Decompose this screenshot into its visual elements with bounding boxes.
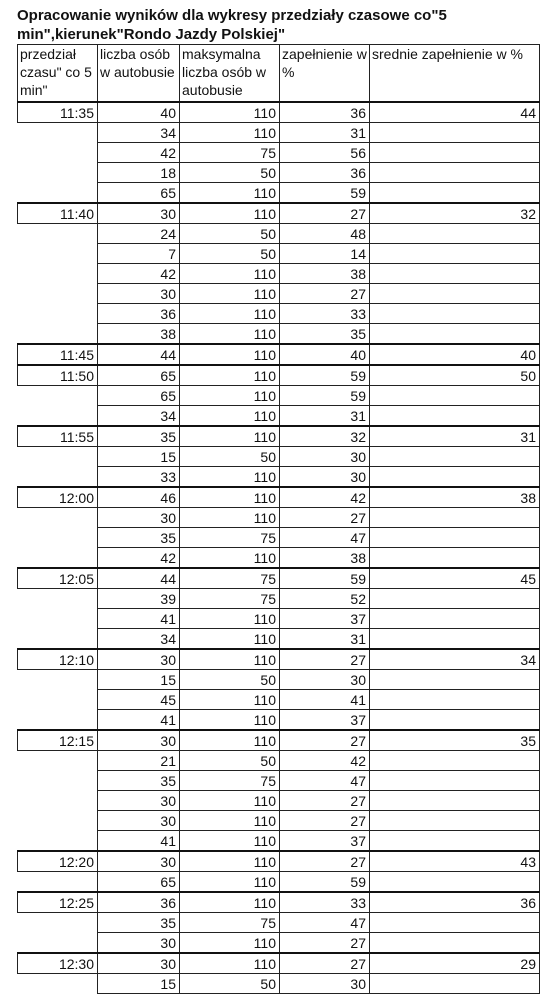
cell-persons: 30 [98,953,180,974]
cell-time-interval [18,284,98,304]
cell-avg-occupancy [370,528,540,548]
cell-persons: 34 [98,629,180,650]
cell-occupancy: 30 [280,670,370,690]
cell-avg-occupancy [370,224,540,244]
cell-persons: 35 [98,913,180,933]
cell-max-persons: 110 [180,851,280,872]
cell-time-interval [18,811,98,831]
cell-occupancy: 56 [280,143,370,163]
cell-occupancy: 33 [280,304,370,324]
cell-occupancy: 35 [280,324,370,345]
table-row [18,406,540,427]
header-max-persons: maksymalna liczba osób w autobusie [180,45,280,103]
cell-max-persons: 75 [180,568,280,589]
cell-time-interval [18,872,98,893]
cell-avg-occupancy [370,609,540,629]
cell-time-interval [18,933,98,954]
cell-time-interval: 12:25 [18,892,98,913]
cell-max-persons: 110 [180,548,280,569]
cell-avg-occupancy: 38 [370,487,540,508]
cell-time-interval [18,528,98,548]
cell-time-interval: 11:55 [18,426,98,447]
header-time-interval: przedział czasu" co 5 min" [18,45,98,103]
table-row [18,284,540,304]
cell-avg-occupancy [370,386,540,406]
cell-max-persons: 110 [180,791,280,811]
cell-avg-occupancy [370,548,540,569]
cell-persons: 30 [98,851,180,872]
cell-time-interval: 11:35 [18,102,98,123]
cell-occupancy: 27 [280,203,370,224]
cell-max-persons: 110 [180,690,280,710]
cell-time-interval: 11:40 [18,203,98,224]
table-row [18,143,540,163]
cell-max-persons: 110 [180,183,280,204]
cell-max-persons: 110 [180,953,280,974]
cell-time-interval [18,163,98,183]
document-title: Opracowanie wyników dla wykresy przedziały czasowe co"5 min",kierunek"Rondo Jazdy Polskiej" [17,7,447,43]
table-row [18,183,540,204]
cell-avg-occupancy [370,791,540,811]
cell-time-interval [18,609,98,629]
cell-max-persons: 110 [180,365,280,386]
cell-avg-occupancy [370,751,540,771]
cell-time-interval [18,831,98,852]
cell-max-persons: 50 [180,751,280,771]
cell-max-persons: 110 [180,102,280,123]
cell-max-persons: 110 [180,508,280,528]
cell-occupancy: 36 [280,163,370,183]
cell-max-persons: 110 [180,284,280,304]
table-row [18,892,540,913]
cell-avg-occupancy [370,629,540,650]
cell-time-interval [18,123,98,143]
cell-avg-occupancy: 45 [370,568,540,589]
cell-max-persons: 50 [180,244,280,264]
table-row [18,568,540,589]
cell-occupancy: 33 [280,892,370,913]
cell-time-interval [18,791,98,811]
cell-persons: 30 [98,508,180,528]
cell-persons: 30 [98,203,180,224]
cell-persons: 42 [98,264,180,284]
cell-time-interval: 12:00 [18,487,98,508]
cell-persons: 46 [98,487,180,508]
cell-max-persons: 50 [180,447,280,467]
cell-avg-occupancy [370,447,540,467]
cell-avg-occupancy: 29 [370,953,540,974]
cell-max-persons: 110 [180,406,280,427]
cell-persons: 35 [98,426,180,447]
table-row [18,123,540,143]
table-row [18,791,540,811]
table-row [18,751,540,771]
cell-max-persons: 50 [180,163,280,183]
table-row [18,609,540,629]
cell-max-persons: 110 [180,710,280,731]
cell-max-persons: 110 [180,811,280,831]
table-row [18,203,540,224]
cell-occupancy: 37 [280,710,370,731]
table-row [18,690,540,710]
cell-max-persons: 110 [180,649,280,670]
cell-persons: 42 [98,143,180,163]
cell-time-interval [18,447,98,467]
cell-occupancy: 40 [280,344,370,365]
table-row [18,528,540,548]
cell-persons: 30 [98,811,180,831]
cell-max-persons: 110 [180,123,280,143]
cell-occupancy: 27 [280,508,370,528]
cell-max-persons: 50 [180,670,280,690]
cell-avg-occupancy [370,143,540,163]
cell-max-persons: 75 [180,143,280,163]
cell-avg-occupancy [370,872,540,893]
cell-persons: 7 [98,244,180,264]
cell-avg-occupancy [370,508,540,528]
table-row [18,730,540,751]
cell-max-persons: 110 [180,872,280,893]
cell-occupancy: 48 [280,224,370,244]
cell-occupancy: 32 [280,426,370,447]
cell-max-persons: 110 [180,386,280,406]
table-row [18,629,540,650]
cell-max-persons: 110 [180,426,280,447]
table-row [18,264,540,284]
table-row [18,324,540,345]
cell-avg-occupancy [370,406,540,427]
table-row [18,771,540,791]
cell-avg-occupancy [370,771,540,791]
cell-persons: 36 [98,892,180,913]
cell-time-interval [18,913,98,933]
table-row [18,508,540,528]
table-row [18,467,540,488]
cell-max-persons: 75 [180,913,280,933]
cell-time-interval [18,406,98,427]
cell-avg-occupancy [370,467,540,488]
cell-avg-occupancy: 44 [370,102,540,123]
cell-max-persons: 110 [180,831,280,852]
cell-occupancy: 41 [280,690,370,710]
table-row [18,365,540,386]
table-row [18,102,540,123]
cell-max-persons: 110 [180,264,280,284]
cell-persons: 36 [98,304,180,324]
cell-persons: 35 [98,528,180,548]
cell-occupancy: 38 [280,548,370,569]
cell-time-interval [18,324,98,345]
cell-occupancy: 47 [280,771,370,791]
cell-persons: 41 [98,710,180,731]
cell-persons: 44 [98,344,180,365]
cell-persons: 39 [98,589,180,609]
cell-occupancy: 27 [280,953,370,974]
table-row [18,244,540,264]
table-row [18,710,540,731]
cell-avg-occupancy [370,913,540,933]
cell-persons: 65 [98,386,180,406]
cell-persons: 30 [98,791,180,811]
cell-persons: 15 [98,974,180,994]
cell-occupancy: 59 [280,386,370,406]
table-row [18,974,540,994]
cell-occupancy: 27 [280,730,370,751]
cell-max-persons: 110 [180,324,280,345]
cell-max-persons: 110 [180,344,280,365]
cell-avg-occupancy [370,264,540,284]
cell-max-persons: 110 [180,487,280,508]
cell-time-interval [18,670,98,690]
cell-time-interval [18,183,98,204]
cell-max-persons: 110 [180,203,280,224]
cell-avg-occupancy: 35 [370,730,540,751]
cell-avg-occupancy: 34 [370,649,540,670]
cell-avg-occupancy [370,284,540,304]
cell-occupancy: 31 [280,406,370,427]
cell-avg-occupancy [370,163,540,183]
cell-occupancy: 27 [280,851,370,872]
cell-persons: 34 [98,123,180,143]
cell-avg-occupancy: 31 [370,426,540,447]
table-row [18,163,540,183]
cell-occupancy: 30 [280,467,370,488]
cell-time-interval [18,264,98,284]
table-row [18,649,540,670]
cell-avg-occupancy [370,933,540,954]
cell-persons: 44 [98,568,180,589]
cell-persons: 30 [98,730,180,751]
cell-time-interval [18,974,98,994]
cell-occupancy: 37 [280,831,370,852]
table-row [18,589,540,609]
cell-avg-occupancy [370,690,540,710]
table-row [18,426,540,447]
cell-persons: 45 [98,690,180,710]
table-row [18,933,540,954]
cell-occupancy: 52 [280,589,370,609]
cell-max-persons: 110 [180,467,280,488]
cell-max-persons: 110 [180,629,280,650]
cell-persons: 65 [98,365,180,386]
cell-time-interval: 12:30 [18,953,98,974]
cell-avg-occupancy [370,324,540,345]
cell-time-interval [18,244,98,264]
cell-occupancy: 27 [280,284,370,304]
cell-time-interval [18,304,98,324]
cell-time-interval: 12:05 [18,568,98,589]
cell-occupancy: 27 [280,649,370,670]
cell-occupancy: 36 [280,102,370,123]
cell-time-interval: 12:10 [18,649,98,670]
cell-time-interval [18,508,98,528]
cell-max-persons: 50 [180,974,280,994]
table-row [18,811,540,831]
cell-persons: 15 [98,447,180,467]
cell-avg-occupancy [370,811,540,831]
cell-occupancy: 30 [280,974,370,994]
cell-avg-occupancy [370,589,540,609]
cell-avg-occupancy: 36 [370,892,540,913]
cell-persons: 18 [98,163,180,183]
cell-avg-occupancy: 32 [370,203,540,224]
cell-time-interval: 11:50 [18,365,98,386]
cell-time-interval: 12:20 [18,851,98,872]
cell-avg-occupancy: 43 [370,851,540,872]
cell-max-persons: 110 [180,933,280,954]
cell-time-interval [18,710,98,731]
cell-max-persons: 75 [180,771,280,791]
table-row [18,224,540,244]
cell-persons: 33 [98,467,180,488]
cell-avg-occupancy [370,183,540,204]
cell-avg-occupancy [370,831,540,852]
cell-occupancy: 30 [280,447,370,467]
cell-max-persons: 75 [180,528,280,548]
cell-persons: 41 [98,609,180,629]
table-row [18,831,540,852]
cell-time-interval [18,224,98,244]
cell-avg-occupancy: 50 [370,365,540,386]
cell-occupancy: 31 [280,123,370,143]
cell-occupancy: 59 [280,872,370,893]
cell-max-persons: 110 [180,609,280,629]
cell-occupancy: 27 [280,811,370,831]
cell-occupancy: 27 [280,791,370,811]
cell-time-interval [18,143,98,163]
cell-persons: 41 [98,831,180,852]
cell-persons: 40 [98,102,180,123]
table-row [18,851,540,872]
results-table [17,44,540,994]
cell-occupancy: 31 [280,629,370,650]
cell-occupancy: 47 [280,528,370,548]
cell-occupancy: 37 [280,609,370,629]
cell-avg-occupancy [370,304,540,324]
cell-avg-occupancy [370,710,540,731]
cell-avg-occupancy [370,244,540,264]
cell-time-interval [18,548,98,569]
cell-persons: 34 [98,406,180,427]
cell-persons: 42 [98,548,180,569]
table-row [18,386,540,406]
cell-time-interval: 11:45 [18,344,98,365]
cell-persons: 30 [98,284,180,304]
table-row [18,953,540,974]
cell-persons: 21 [98,751,180,771]
cell-occupancy: 27 [280,933,370,954]
cell-time-interval [18,386,98,406]
cell-time-interval: 12:15 [18,730,98,751]
cell-persons: 24 [98,224,180,244]
cell-max-persons: 110 [180,730,280,751]
cell-time-interval [18,629,98,650]
cell-persons: 30 [98,933,180,954]
cell-occupancy: 14 [280,244,370,264]
table-row [18,872,540,893]
header-row [18,45,540,103]
cell-occupancy: 38 [280,264,370,284]
cell-time-interval [18,589,98,609]
cell-persons: 65 [98,872,180,893]
header-persons: liczba osób w autobusie [98,45,180,103]
cell-avg-occupancy [370,123,540,143]
cell-occupancy: 47 [280,913,370,933]
table-body [18,102,540,994]
cell-max-persons: 110 [180,304,280,324]
table-row [18,548,540,569]
cell-occupancy: 42 [280,487,370,508]
cell-max-persons: 75 [180,589,280,609]
cell-persons: 15 [98,670,180,690]
header-occupancy: zapełnienie w % [280,45,370,103]
table-row [18,304,540,324]
cell-occupancy: 59 [280,365,370,386]
header-avg-occupancy: srednie zapełnienie w % [370,45,540,103]
cell-persons: 38 [98,324,180,345]
table-row [18,487,540,508]
cell-avg-occupancy [370,974,540,994]
cell-persons: 35 [98,771,180,791]
cell-avg-occupancy: 40 [370,344,540,365]
cell-avg-occupancy [370,670,540,690]
cell-max-persons: 50 [180,224,280,244]
cell-persons: 65 [98,183,180,204]
cell-persons: 30 [98,649,180,670]
cell-max-persons: 110 [180,892,280,913]
table-row [18,670,540,690]
table-row [18,447,540,467]
cell-occupancy: 42 [280,751,370,771]
cell-occupancy: 59 [280,568,370,589]
table-row [18,344,540,365]
cell-time-interval [18,751,98,771]
cell-time-interval [18,690,98,710]
cell-time-interval [18,467,98,488]
cell-time-interval [18,771,98,791]
table-row [18,913,540,933]
cell-occupancy: 59 [280,183,370,204]
